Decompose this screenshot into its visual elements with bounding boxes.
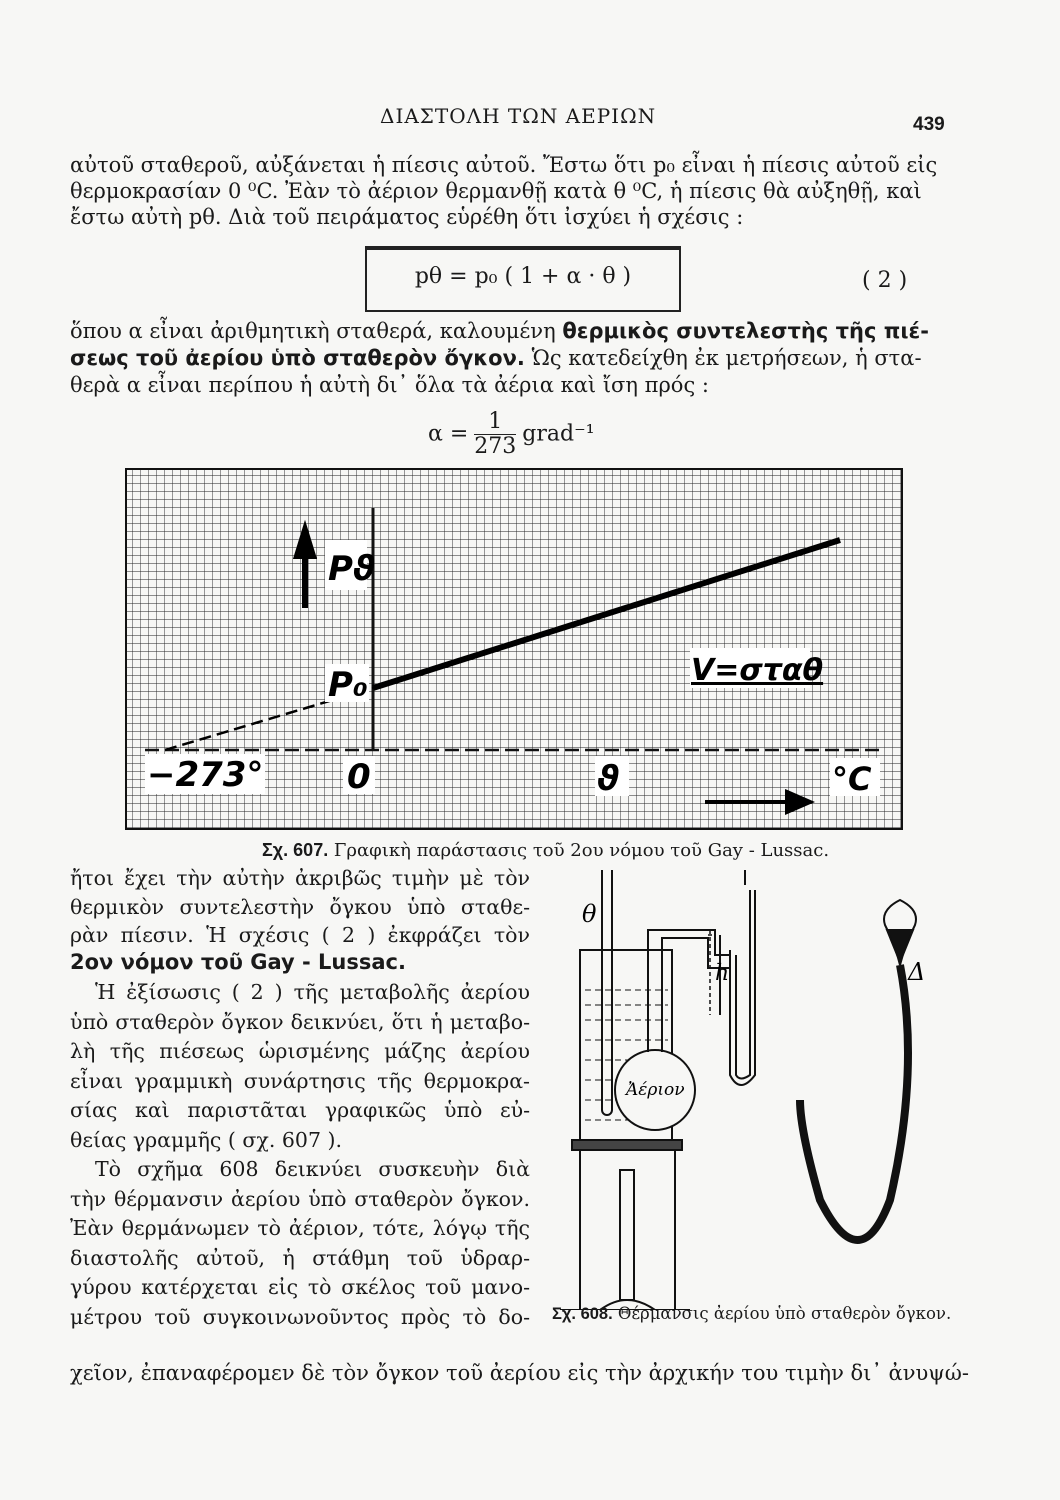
label-delta: Δ — [908, 958, 926, 986]
text-line: μέτρου τοῦ συγκοινωνοῦντος πρὸς τὸ δο- — [70, 1304, 530, 1329]
unit: grad⁻¹ — [522, 421, 595, 447]
boxed-equation — [365, 246, 681, 312]
text-line: τὴν θέρμανσιν ἀερίου ὑπὸ σταθερὸν ὄγκον. — [70, 1186, 530, 1211]
law-name: 2ον νόμον τοῦ Gay - Lussac. — [70, 950, 406, 974]
running-header: ΔΙΑΣΤΟΛΗ ΤΩΝ ΑΕΡΙΩΝ — [380, 104, 657, 128]
bold-term: σεως τοῦ ἀερίου ὑπὸ σταθερὸν ὄγκον. — [70, 346, 525, 370]
label-celsius: °C — [832, 760, 872, 798]
text-line: θερμικὸν συντελεστὴν ὄγκου ὑπὸ σταθε- — [70, 895, 530, 919]
text-line: ὑπὸ σταθερὸν ὄγκον δεικνύει, ὅτι ἡ μεταβο- — [70, 1009, 530, 1034]
text-line: ἔστω αὐτὴ pθ. Διὰ τοῦ πειράματος εὑρέθη ὅτι ἰσχύει ἡ σχέσις : — [70, 205, 744, 229]
page-number: 439 — [913, 114, 945, 135]
text: ὅπου α εἶναι ἀριθμητικὴ σταθερά, καλουμένη — [70, 319, 563, 343]
bold-term: θερμικὸς συντελεστὴς τῆς πιέ- — [562, 319, 929, 343]
fig607-graph — [125, 468, 905, 833]
text-line: αὐτοῦ σταθεροῦ, αὐξάνεται ἡ πίεσις αὐτοῦ. Ἔστω ὅτι p₀ εἶναι ἡ πίεσις αὐτοῦ εἰς — [70, 153, 938, 177]
label-zero: 0 — [347, 757, 371, 797]
text-line: εἶναι γραμμικὴ συνάρτησις τῆς θερμοκρα- — [70, 1068, 530, 1093]
numerator: 1 — [474, 410, 516, 435]
text-line: λὴ τῆς πιέσεως ὡρισμένης μάζης ἀερίου — [70, 1039, 530, 1063]
text-line: θείας γραμμῆς ( σχ. 607 ). — [70, 1127, 343, 1152]
label-v-const: V=σταθ — [691, 653, 824, 688]
text-line: χεῖον, ἐπαναφέρομεν δὲ τὸν ὄγκον τοῦ ἀερίου εἰς τὴν ἀρχικήν του τιμὴν δι᾽ ἀνυψώ- — [70, 1361, 969, 1385]
text-line: Ἐὰν θερμάνωμεν τὸ ἀέριον, τότε, λόγῳ τῆς — [70, 1216, 530, 1240]
text-line: ρὰν πίεσιν. Ἡ σχέσις ( 2 ) ἐκφράζει τὸν — [70, 923, 530, 947]
text-line — [70, 318, 929, 344]
caption-text: Γραφικὴ παράστασις τοῦ 2ου νόμου τοῦ Gay - Lussac. — [328, 840, 830, 861]
fig608-caption — [552, 1304, 951, 1324]
text-line: ἤτοι ἔχει τὴν αὐτὴν ἀκριβῶς τιμὴν μὲ τὸν — [70, 866, 530, 890]
caption-number: Σχ. 608. — [552, 1305, 613, 1323]
label-h: h — [715, 961, 730, 986]
caption-number: Σχ. 607. — [262, 840, 329, 860]
label-minus-273: −273° — [147, 755, 264, 795]
text-line: θερὰ α εἶναι περίπου ἡ αὐτὴ δι᾽ ὅλα τὰ ἀέρια καὶ ἴση πρός : — [70, 373, 709, 397]
equation-number: ( 2 ) — [862, 268, 908, 293]
label-theta: ϑ — [597, 759, 620, 799]
caption-text: Θέρμανσις ἀερίου ὑπὸ σταθερὸν ὄγκον. — [612, 1304, 952, 1323]
thermometer — [602, 870, 612, 1115]
text-line — [70, 345, 922, 371]
text-line: σίας καὶ παριστᾶται γραφικῶς ὑπὸ εὐ- — [70, 1098, 530, 1122]
fraction — [474, 410, 516, 459]
label-p0: P₀ — [328, 665, 368, 705]
text-line: θερμοκρασίαν 0 ⁰C. Ἐὰν τὸ ἀέριον θερμανθῇ κατὰ θ ⁰C, ἡ πίεσις θὰ αὐξηθῇ, καὶ — [70, 179, 922, 203]
text-line: Τὸ σχῆμα 608 δεικνύει συσκευὴν διὰ — [95, 1157, 530, 1181]
label-p-theta: Pϑ — [328, 549, 376, 589]
fig608-apparatus — [560, 870, 955, 1310]
equation-formula: pθ = p₀ ( 1 + α · θ ) — [414, 264, 632, 289]
text-line: Ἡ ἐξίσωσις ( 2 ) τῆς μεταβολῆς ἀερίου — [95, 980, 530, 1004]
text-line: διαστολῆς αὐτοῦ, ἡ στάθμη τοῦ ὑδραρ- — [70, 1245, 530, 1270]
tripod-plate — [572, 1140, 682, 1150]
label-theta: θ — [582, 900, 597, 928]
alpha-formula — [428, 410, 595, 459]
denominator: 273 — [474, 434, 517, 459]
fig607-caption — [262, 840, 829, 861]
alpha-lhs: α = — [428, 421, 469, 447]
text: Ὡς κατεδείχθη ἐκ μετρήσεων, ἡ στα- — [524, 346, 922, 370]
text-line: γύρου κατέρχεται εἰς τὸ σκέλος τοῦ μανο- — [70, 1275, 530, 1299]
label-gas: Ἀέριον — [626, 1080, 685, 1100]
